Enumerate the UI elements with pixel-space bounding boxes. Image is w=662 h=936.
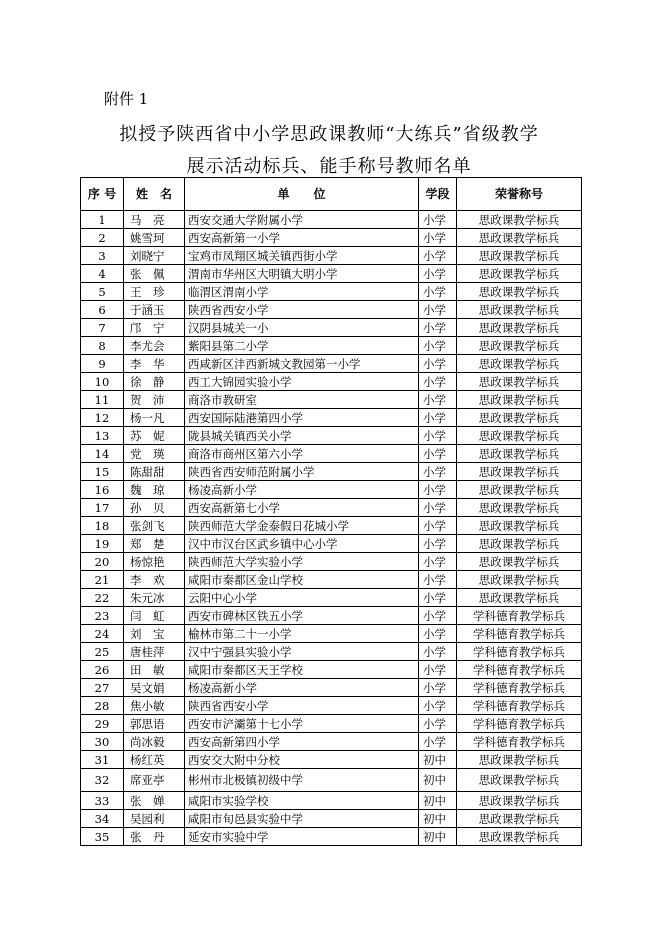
cell-unit: 宝鸡市凤翔区城关镇西街小学 <box>185 247 419 265</box>
cell-seq: 12 <box>81 409 124 427</box>
cell-honor: 学科德育教学标兵 <box>457 625 582 643</box>
cell-seq: 4 <box>81 265 124 283</box>
table-row <box>81 265 582 283</box>
cell-honor: 思政课教学标兵 <box>457 229 582 247</box>
cell-unit: 汉中市汉台区武乡镇中心小学 <box>185 535 419 553</box>
cell-name: 王 珍 <box>124 283 185 301</box>
cell-unit: 西安市碑林区铁五小学 <box>185 607 419 625</box>
table-row <box>81 283 582 301</box>
cell-honor: 思政课教学标兵 <box>457 211 582 229</box>
table-row <box>81 643 582 661</box>
table-row <box>81 828 582 846</box>
cell-honor: 思政课教学标兵 <box>457 553 582 571</box>
table-row <box>81 571 582 589</box>
cell-honor: 思政课教学标兵 <box>457 517 582 535</box>
table-row <box>81 810 582 828</box>
cell-seq: 13 <box>81 427 124 445</box>
cell-stage: 小学 <box>419 391 457 409</box>
table-row <box>81 211 582 229</box>
header-unit: 单 位 <box>185 178 419 211</box>
cell-name: 党 瑛 <box>124 445 185 463</box>
cell-name: 席亚亭 <box>124 769 185 792</box>
table-row <box>81 769 582 792</box>
table-row <box>81 553 582 571</box>
cell-unit: 云阳中心小学 <box>185 589 419 607</box>
cell-seq: 35 <box>81 828 124 846</box>
header-honor: 荣誉称号 <box>457 178 582 211</box>
cell-stage: 小学 <box>419 679 457 697</box>
cell-unit: 陕西省西安师范附属小学 <box>185 463 419 481</box>
cell-name: 吴园利 <box>124 810 185 828</box>
cell-unit: 杨凌高新小学 <box>185 679 419 697</box>
cell-unit: 紫阳县第二小学 <box>185 337 419 355</box>
table-row <box>81 463 582 481</box>
cell-name: 贺 沛 <box>124 391 185 409</box>
cell-honor: 思政课教学标兵 <box>457 499 582 517</box>
cell-unit: 渭南市华州区大明镇大明小学 <box>185 265 419 283</box>
cell-honor: 思政课教学标兵 <box>457 283 582 301</box>
cell-seq: 10 <box>81 373 124 391</box>
cell-unit: 西安国际陆港第四小学 <box>185 409 419 427</box>
cell-stage: 小学 <box>419 625 457 643</box>
cell-honor: 思政课教学标兵 <box>457 391 582 409</box>
page-title-line-1: 拟授予陕西省中小学思政课教师“大练兵”省级教学 <box>119 124 539 145</box>
table-row <box>81 517 582 535</box>
cell-name: 陈甜甜 <box>124 463 185 481</box>
cell-stage: 小学 <box>419 661 457 679</box>
cell-stage: 小学 <box>419 373 457 391</box>
cell-seq: 34 <box>81 810 124 828</box>
cell-stage: 小学 <box>419 643 457 661</box>
cell-unit: 西安交大附中分校 <box>185 751 419 769</box>
table-row <box>81 792 582 810</box>
cell-honor: 思政课教学标兵 <box>457 751 582 769</box>
cell-seq: 15 <box>81 463 124 481</box>
table-row <box>81 247 582 265</box>
cell-name: 吴文娟 <box>124 679 185 697</box>
cell-stage: 小学 <box>419 481 457 499</box>
cell-name: 张 丹 <box>124 828 185 846</box>
cell-stage: 小学 <box>419 247 457 265</box>
cell-honor: 思政课教学标兵 <box>457 481 582 499</box>
table-row <box>81 337 582 355</box>
table-row <box>81 535 582 553</box>
cell-honor: 思政课教学标兵 <box>457 337 582 355</box>
cell-honor: 思政课教学标兵 <box>457 810 582 828</box>
cell-honor: 思政课教学标兵 <box>457 571 582 589</box>
cell-name: 李 欢 <box>124 571 185 589</box>
table-row <box>81 625 582 643</box>
cell-unit: 咸阳市秦都区金山学校 <box>185 571 419 589</box>
cell-seq: 5 <box>81 283 124 301</box>
cell-seq: 32 <box>81 769 124 792</box>
cell-honor: 学科德育教学标兵 <box>457 733 582 751</box>
cell-unit: 西工大锦园实验小学 <box>185 373 419 391</box>
cell-stage: 初中 <box>419 751 457 769</box>
cell-unit: 彬州市北极镇初级中学 <box>185 769 419 792</box>
cell-name: 张剑飞 <box>124 517 185 535</box>
cell-honor: 思政课教学标兵 <box>457 427 582 445</box>
cell-unit: 汉中宁强县实验小学 <box>185 643 419 661</box>
cell-stage: 小学 <box>419 265 457 283</box>
cell-stage: 小学 <box>419 211 457 229</box>
cell-honor: 思政课教学标兵 <box>457 792 582 810</box>
cell-name: 姚雪珂 <box>124 229 185 247</box>
cell-stage: 小学 <box>419 589 457 607</box>
cell-unit: 咸阳市旬邑县实验中学 <box>185 810 419 828</box>
cell-unit: 西安市浐灞第十七小学 <box>185 715 419 733</box>
cell-honor: 思政课教学标兵 <box>457 301 582 319</box>
cell-name: 李尤会 <box>124 337 185 355</box>
cell-honor: 学科德育教学标兵 <box>457 661 582 679</box>
cell-seq: 27 <box>81 679 124 697</box>
cell-unit: 陕西省西安小学 <box>185 697 419 715</box>
header-name: 姓 名 <box>124 178 185 211</box>
cell-seq: 25 <box>81 643 124 661</box>
cell-seq: 3 <box>81 247 124 265</box>
cell-honor: 思政课教学标兵 <box>457 769 582 792</box>
cell-seq: 17 <box>81 499 124 517</box>
cell-stage: 小学 <box>419 427 457 445</box>
cell-honor: 思政课教学标兵 <box>457 373 582 391</box>
cell-name: 孙 贝 <box>124 499 185 517</box>
cell-honor: 思政课教学标兵 <box>457 535 582 553</box>
cell-seq: 23 <box>81 607 124 625</box>
table-row <box>81 373 582 391</box>
cell-stage: 小学 <box>419 409 457 427</box>
cell-seq: 28 <box>81 697 124 715</box>
cell-seq: 18 <box>81 517 124 535</box>
cell-honor: 思政课教学标兵 <box>457 247 582 265</box>
page-title-line-2: 展示活动标兵、能手称号教师名单 <box>186 156 472 177</box>
table-row <box>81 355 582 373</box>
cell-stage: 小学 <box>419 463 457 481</box>
cell-stage: 小学 <box>419 319 457 337</box>
cell-unit: 咸阳市实验学校 <box>185 792 419 810</box>
table-row <box>81 319 582 337</box>
cell-unit: 西安高新第四小学 <box>185 733 419 751</box>
cell-honor: 思政课教学标兵 <box>457 355 582 373</box>
cell-unit: 榆林市第二十一小学 <box>185 625 419 643</box>
cell-stage: 初中 <box>419 828 457 846</box>
cell-unit: 西安高新第七小学 <box>185 499 419 517</box>
cell-name: 邝 宁 <box>124 319 185 337</box>
cell-honor: 学科德育教学标兵 <box>457 607 582 625</box>
cell-honor: 学科德育教学标兵 <box>457 643 582 661</box>
cell-seq: 9 <box>81 355 124 373</box>
cell-name: 魏 琼 <box>124 481 185 499</box>
cell-honor: 思政课教学标兵 <box>457 265 582 283</box>
cell-seq: 22 <box>81 589 124 607</box>
table-row <box>81 679 582 697</box>
header-seq: 序 号 <box>81 178 124 211</box>
table-row <box>81 445 582 463</box>
table-row <box>81 661 582 679</box>
table-row <box>81 409 582 427</box>
cell-stage: 小学 <box>419 697 457 715</box>
cell-unit: 延安市实验中学 <box>185 828 419 846</box>
cell-seq: 11 <box>81 391 124 409</box>
header-stage: 学段 <box>419 178 457 211</box>
cell-name: 于涵玉 <box>124 301 185 319</box>
cell-seq: 33 <box>81 792 124 810</box>
cell-seq: 8 <box>81 337 124 355</box>
cell-seq: 24 <box>81 625 124 643</box>
cell-unit: 陇县城关镇西关小学 <box>185 427 419 445</box>
teacher-list-table <box>80 177 582 846</box>
cell-name: 马 亮 <box>124 211 185 229</box>
cell-stage: 小学 <box>419 535 457 553</box>
cell-seq: 26 <box>81 661 124 679</box>
cell-unit: 西安高新第一小学 <box>185 229 419 247</box>
cell-name: 李 华 <box>124 355 185 373</box>
cell-name: 刘 宝 <box>124 625 185 643</box>
cell-honor: 思政课教学标兵 <box>457 463 582 481</box>
cell-seq: 6 <box>81 301 124 319</box>
cell-stage: 小学 <box>419 229 457 247</box>
attachment-label: 附件 1 <box>104 90 149 108</box>
cell-honor: 思政课教学标兵 <box>457 319 582 337</box>
cell-seq: 31 <box>81 751 124 769</box>
cell-name: 杨一凡 <box>124 409 185 427</box>
cell-stage: 小学 <box>419 301 457 319</box>
cell-seq: 21 <box>81 571 124 589</box>
cell-seq: 1 <box>81 211 124 229</box>
cell-stage: 小学 <box>419 445 457 463</box>
cell-name: 闫 虹 <box>124 607 185 625</box>
cell-unit: 西安交通大学附属小学 <box>185 211 419 229</box>
cell-stage: 小学 <box>419 607 457 625</box>
cell-seq: 20 <box>81 553 124 571</box>
table-row <box>81 481 582 499</box>
cell-name: 刘晓宁 <box>124 247 185 265</box>
cell-name: 郭思语 <box>124 715 185 733</box>
cell-name: 苏 妮 <box>124 427 185 445</box>
table-row <box>81 301 582 319</box>
cell-name: 唐桂萍 <box>124 643 185 661</box>
cell-stage: 初中 <box>419 769 457 792</box>
cell-unit: 商洛市商州区第六小学 <box>185 445 419 463</box>
cell-seq: 14 <box>81 445 124 463</box>
cell-seq: 19 <box>81 535 124 553</box>
cell-name: 杨惊艳 <box>124 553 185 571</box>
cell-name: 田 敏 <box>124 661 185 679</box>
table-row <box>81 715 582 733</box>
cell-stage: 小学 <box>419 499 457 517</box>
cell-honor: 思政课教学标兵 <box>457 589 582 607</box>
table-row <box>81 733 582 751</box>
table-row <box>81 499 582 517</box>
cell-name: 郑 楚 <box>124 535 185 553</box>
cell-honor: 学科德育教学标兵 <box>457 697 582 715</box>
cell-stage: 小学 <box>419 571 457 589</box>
table-row <box>81 607 582 625</box>
table-row <box>81 427 582 445</box>
cell-name: 焦小敏 <box>124 697 185 715</box>
cell-unit: 西咸新区沣西新城文教园第一小学 <box>185 355 419 373</box>
cell-stage: 小学 <box>419 283 457 301</box>
cell-stage: 小学 <box>419 337 457 355</box>
cell-honor: 学科德育教学标兵 <box>457 715 582 733</box>
table-row <box>81 589 582 607</box>
cell-name: 杨红英 <box>124 751 185 769</box>
cell-seq: 30 <box>81 733 124 751</box>
cell-seq: 29 <box>81 715 124 733</box>
cell-stage: 小学 <box>419 553 457 571</box>
cell-unit: 陕西师范大学金泰假日花城小学 <box>185 517 419 535</box>
cell-stage: 初中 <box>419 810 457 828</box>
table-row <box>81 697 582 715</box>
cell-stage: 初中 <box>419 792 457 810</box>
table-row <box>81 391 582 409</box>
cell-unit: 陕西省西安小学 <box>185 301 419 319</box>
cell-unit: 商洛市教研室 <box>185 391 419 409</box>
cell-name: 张 佩 <box>124 265 185 283</box>
cell-honor: 思政课教学标兵 <box>457 445 582 463</box>
cell-name: 尚冰毅 <box>124 733 185 751</box>
cell-honor: 学科德育教学标兵 <box>457 679 582 697</box>
table-row <box>81 229 582 247</box>
cell-honor: 思政课教学标兵 <box>457 828 582 846</box>
table-row <box>81 751 582 769</box>
cell-seq: 7 <box>81 319 124 337</box>
cell-seq: 16 <box>81 481 124 499</box>
cell-unit: 汉阴县城关一小 <box>185 319 419 337</box>
cell-unit: 临渭区渭南小学 <box>185 283 419 301</box>
table-header-row <box>81 178 582 211</box>
cell-name: 张 婵 <box>124 792 185 810</box>
cell-stage: 小学 <box>419 517 457 535</box>
cell-name: 朱元冰 <box>124 589 185 607</box>
cell-unit: 陕西师范大学实验小学 <box>185 553 419 571</box>
cell-stage: 小学 <box>419 733 457 751</box>
cell-name: 徐 静 <box>124 373 185 391</box>
cell-seq: 2 <box>81 229 124 247</box>
cell-unit: 咸阳市秦都区天王学校 <box>185 661 419 679</box>
cell-honor: 思政课教学标兵 <box>457 409 582 427</box>
cell-unit: 杨凌高新小学 <box>185 481 419 499</box>
cell-stage: 小学 <box>419 355 457 373</box>
cell-stage: 小学 <box>419 715 457 733</box>
